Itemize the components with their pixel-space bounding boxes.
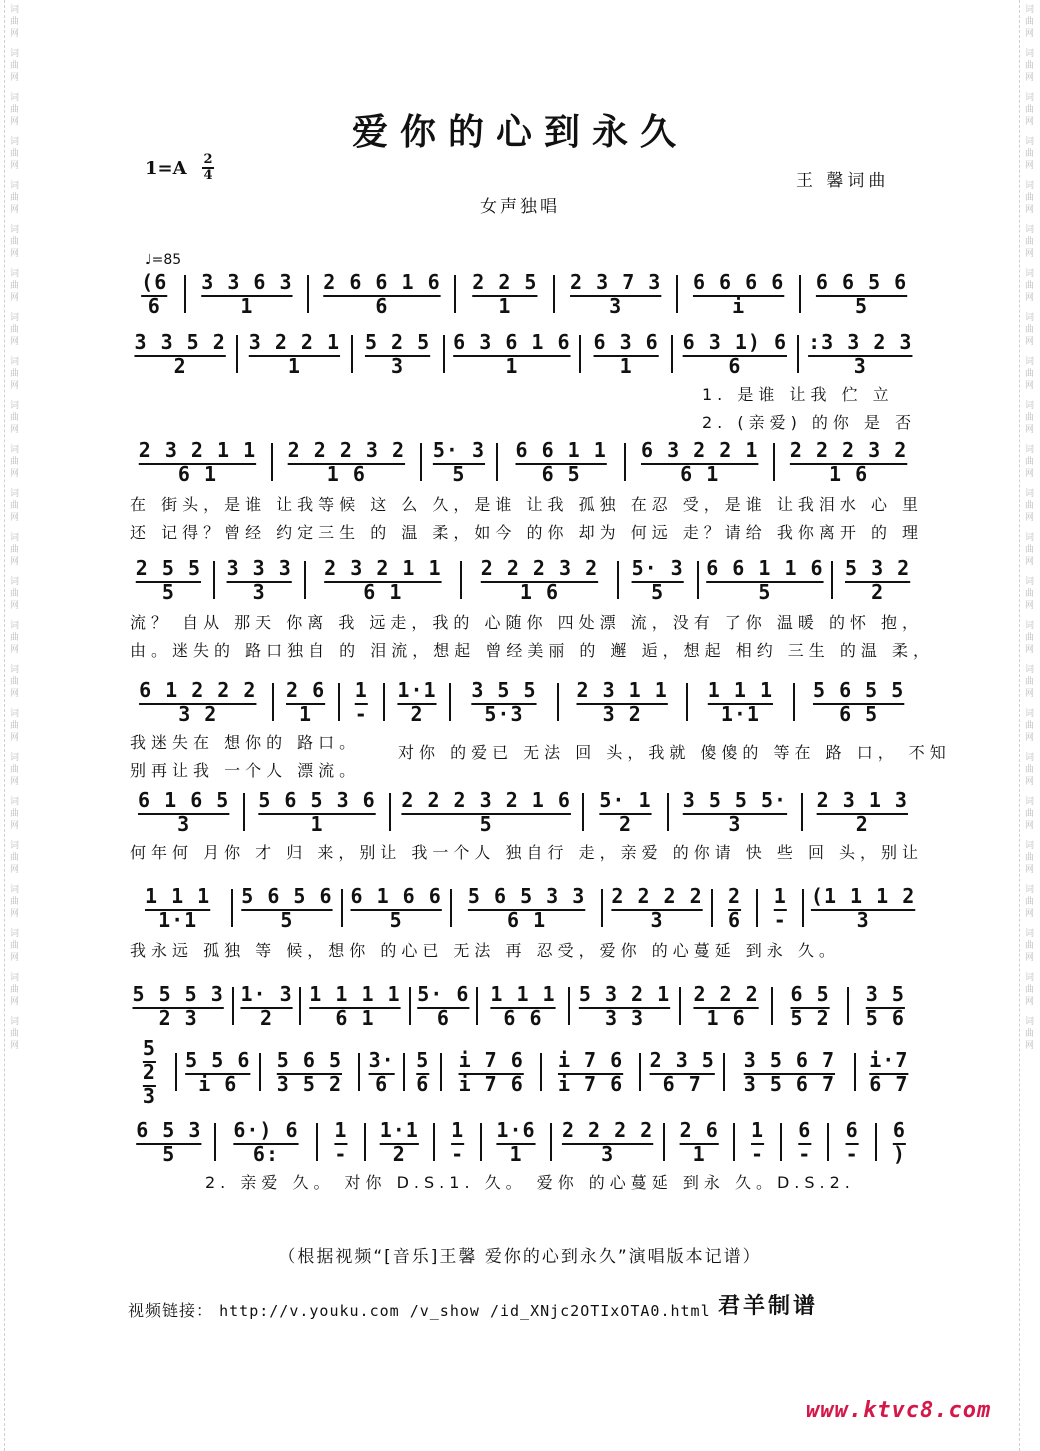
measure: 5 5 6 i 6: [185, 1048, 251, 1096]
barline: [236, 335, 238, 373]
side-watermark: 词曲网: [8, 576, 18, 612]
measure: 5· 1 2: [599, 788, 652, 836]
meter-bottom: 4: [203, 168, 213, 183]
side-watermark: 词曲网: [8, 268, 18, 304]
measure: (6 6: [141, 270, 168, 318]
performance-style: 女声独唱: [480, 197, 560, 217]
notation-line: [130, 440, 916, 484]
barline: [793, 683, 795, 721]
barline: [802, 889, 804, 927]
measure: 3 3 3 3: [226, 556, 292, 604]
barline: [756, 889, 758, 927]
measure: 1 1 1 1 6 1: [309, 982, 401, 1030]
key-signature: 1=A: [145, 158, 187, 179]
barline: [272, 683, 274, 721]
measure: 2 2 2 3 2 1 6: [789, 438, 908, 486]
tempo-marking: ♩=85: [145, 252, 182, 268]
measure: i 7 6 i 7 6: [557, 1048, 624, 1096]
measure: 1·6 1: [496, 1118, 536, 1166]
measure: 5 6 5 6 5: [241, 884, 333, 932]
measure: 1·1 2: [397, 678, 437, 726]
measure: 1 -: [773, 884, 787, 932]
measure: 1 1 1 6 6: [490, 982, 556, 1030]
side-watermark: 词曲网: [1023, 796, 1033, 832]
side-watermark: 词曲网: [8, 224, 18, 260]
notation-line: [130, 272, 916, 316]
side-watermark: 词曲网: [8, 180, 18, 216]
lyric-line: 2. 亲爱 久。 对你 D.S.1. 久。 爱你 的心蔓延 到永 久。D.S.2.: [205, 1173, 855, 1192]
notation-line: [130, 984, 916, 1028]
measure: 3 5 5 5·3: [471, 678, 537, 726]
side-watermark: 词曲网: [8, 972, 18, 1008]
side-watermark: 词曲网: [1023, 928, 1033, 964]
side-watermark: 词曲网: [1023, 4, 1033, 40]
measure: 2 3 1 3 2: [816, 788, 908, 836]
lyric-line: 在 街头，是谁 让我等候 这 么 久，是谁 让我 孤独 在忍 受，是谁 让我泪水 心 里: [130, 495, 924, 514]
measure: 6 5 3 5: [136, 1118, 202, 1166]
barline: [232, 987, 234, 1025]
measure: 3 3 6 3 1: [201, 270, 293, 318]
composer-credit: 王 馨词曲: [796, 171, 890, 191]
side-watermark: 词曲网: [8, 48, 18, 84]
measure: (1 1 1 2 3: [810, 884, 916, 932]
measure: 5 2 3: [142, 1036, 156, 1108]
lyric-line: 何年何 月你 才 归 来，别让 我一个人 独自行 走，亲爱 的你请 快 些 回 头，别让: [130, 843, 924, 862]
measure: :3 3 2 3 3: [808, 330, 913, 378]
measure: 6 3 6 1: [593, 330, 659, 378]
notation-line: [130, 1120, 916, 1164]
measure: 6 ): [892, 1118, 906, 1166]
barline: [847, 987, 849, 1025]
side-watermark: 词曲网: [8, 532, 18, 568]
barline: [663, 1123, 665, 1161]
barline: [403, 1053, 405, 1091]
measure: 5 5 5 3 2 3: [132, 982, 224, 1030]
measure: 6 -: [798, 1118, 812, 1166]
barline: [875, 1123, 877, 1161]
barline: [480, 1123, 482, 1161]
measure: i 7 6 i 7 6: [458, 1048, 524, 1096]
measure: 6 1 6 6 5: [350, 884, 442, 932]
measure: 5· 3 5: [631, 556, 684, 604]
side-watermark: 词曲网: [1023, 532, 1033, 568]
barline: [676, 275, 678, 313]
barline: [771, 987, 773, 1025]
side-watermark: 词曲网: [1023, 708, 1033, 744]
measure: 2 6 6 1 6 6: [323, 270, 441, 318]
barline: [540, 1053, 542, 1091]
side-watermark: 词曲网: [8, 92, 18, 128]
barline: [420, 443, 422, 481]
barline: [338, 683, 340, 721]
barline: [550, 1123, 552, 1161]
barline: [827, 1123, 829, 1161]
measure: 2 3 7 3 3: [570, 270, 662, 318]
notation-line: [130, 790, 916, 834]
measure: 5 6 5 3 5 2: [276, 1048, 343, 1096]
side-watermark: 词曲网: [1023, 180, 1033, 216]
barline: [449, 683, 451, 721]
barline: [364, 1123, 366, 1161]
measure: 5 6 5 3 6 1: [258, 788, 376, 836]
barline: [639, 1053, 641, 1091]
barline: [553, 275, 555, 313]
barline: [243, 793, 245, 831]
lyric-line: 我迷失在 想你的 路口。: [130, 733, 361, 752]
side-watermark: 词曲网: [1023, 444, 1033, 480]
barline: [557, 683, 559, 721]
measure: 2 2 2 1 6: [693, 982, 759, 1030]
measure: 1 1 1 1·1: [145, 884, 211, 932]
right-watermark-strip: [1019, 0, 1036, 1451]
barline: [831, 561, 833, 599]
barline: [454, 275, 456, 313]
side-watermark: 词曲网: [1023, 92, 1033, 128]
notation-line: [130, 558, 916, 602]
measure: 5 6 5 5 6 5: [812, 678, 905, 726]
video-link-row: [128, 1298, 711, 1321]
measure: 1·1 2: [379, 1118, 419, 1166]
lyric-line: 我永远 孤独 等 候，想你 的心已 无法 再 忍受，爱你 的心蔓延 到永 久。: [130, 941, 840, 960]
barline: [624, 443, 626, 481]
side-watermark: 词曲网: [8, 928, 18, 964]
measure: 2 2 5 1: [472, 270, 538, 318]
measure: 3 5 5 6: [865, 982, 905, 1030]
meter-top: 2: [203, 152, 213, 167]
side-watermark: 词曲网: [1023, 400, 1033, 436]
barline: [579, 335, 581, 373]
barline: [351, 335, 353, 373]
measure: 3 2 2 1 1: [248, 330, 341, 378]
notation-line: [130, 1036, 916, 1108]
measure: 2 6: [728, 884, 742, 932]
barline: [780, 1123, 782, 1161]
lyric-line: 还 记得？曾经 约定三生 的 温 柔，如今 的你 却为 何远 走？请给 我你离开 的 理: [130, 523, 924, 542]
barline: [801, 793, 803, 831]
notation-line: [130, 680, 916, 724]
barline: [797, 335, 799, 373]
measure: 2 6 1: [679, 1118, 719, 1166]
side-watermark: 词曲网: [1023, 224, 1033, 260]
barline: [316, 1123, 318, 1161]
measure: 3· 6: [368, 1048, 395, 1096]
barline: [711, 889, 713, 927]
barline: [433, 1123, 435, 1161]
arranger-signature: 君羊制谱: [718, 1293, 819, 1319]
barline: [299, 987, 301, 1025]
left-watermark-strip: [4, 0, 21, 1451]
measure: 5 6 5 3 3 6 1: [467, 884, 586, 932]
measure: 1· 3 2: [240, 982, 293, 1030]
measure: i·7 6 7: [869, 1048, 909, 1096]
lyric-line: 2. (亲爱) 的你 是 否: [702, 413, 917, 432]
barline: [184, 275, 186, 313]
side-watermark: 词曲网: [1023, 488, 1033, 524]
lyric-line: 别再让我 一个人 漂流。: [130, 761, 361, 780]
barline: [358, 1053, 360, 1091]
measure: 2 3 2 1 1 6 1: [324, 556, 442, 604]
side-watermark: 词曲网: [8, 4, 18, 40]
barline: [799, 275, 801, 313]
barline: [389, 793, 391, 831]
measure: 5 6: [416, 1048, 430, 1096]
side-watermark: 词曲网: [1023, 268, 1033, 304]
measure: 3 5 6 7 3 5 6 7: [743, 1048, 836, 1096]
measure: 2 5 5 5: [135, 556, 201, 604]
barline: [175, 1053, 177, 1091]
video-link-label: 视频链接：: [128, 1301, 214, 1320]
barline: [733, 1123, 735, 1161]
barline: [697, 561, 699, 599]
barline: [476, 987, 478, 1025]
measure: 6 6 5 6 5: [815, 270, 908, 318]
measure: 6 3 6 1 6 1: [453, 330, 571, 378]
side-watermark: 词曲网: [1023, 312, 1033, 348]
song-title: 爱你的心到永久: [351, 111, 688, 153]
measure: 6 3 1) 6 6: [682, 330, 787, 378]
barline: [601, 889, 603, 927]
measure: 6 6 1 1 6 5: [706, 556, 824, 604]
barline: [271, 443, 273, 481]
side-watermark: 词曲网: [1023, 136, 1033, 172]
side-watermark: 词曲网: [1023, 840, 1033, 876]
side-watermark: 词曲网: [1023, 1016, 1033, 1052]
barline: [383, 683, 385, 721]
site-watermark-logo[interactable]: www.ktvc8.com: [806, 1398, 992, 1423]
side-watermark: 词曲网: [8, 796, 18, 832]
barline: [667, 793, 669, 831]
measure: 2 3 5 6 7: [649, 1048, 715, 1096]
measure: 5· 6 6: [417, 982, 470, 1030]
measure: 2 2 2 3 2 1 6: [287, 438, 406, 486]
measure: 3 3 5 2 2: [134, 330, 226, 378]
side-watermark: 词曲网: [8, 356, 18, 392]
barline: [304, 561, 306, 599]
side-watermark: 词曲网: [8, 444, 18, 480]
measure: 2 2 2 2 3: [611, 884, 703, 932]
side-watermark: 词曲网: [1023, 884, 1033, 920]
side-watermark: 词曲网: [8, 1016, 18, 1052]
transcription-source-note: （根据视频“[音乐]王馨 爱你的心到永久”演唱版本记谱）: [278, 1247, 762, 1267]
barline: [440, 1053, 442, 1091]
side-watermark: 词曲网: [1023, 664, 1033, 700]
side-watermark: 词曲网: [1023, 752, 1033, 788]
barline: [773, 443, 775, 481]
barline: [213, 561, 215, 599]
barline: [409, 987, 411, 1025]
barline: [568, 987, 570, 1025]
measure: 3 5 5 5· 3: [682, 788, 788, 836]
measure: 6 1 6 5 3: [138, 788, 230, 836]
measure: 2 2 2 3 2 1 6 5: [401, 788, 571, 836]
barline: [443, 335, 445, 373]
side-watermark: 词曲网: [1023, 48, 1033, 84]
side-watermark: 词曲网: [8, 400, 18, 436]
lyric-line: 对你 的爱已 无法 回 头，我就 傻傻的 等在 路 口， 不知: [398, 743, 951, 762]
barline: [723, 1053, 725, 1091]
side-watermark: 词曲网: [8, 708, 18, 744]
measure: 6 -: [845, 1118, 859, 1166]
measure: 1 -: [354, 678, 368, 726]
side-watermark: 词曲网: [1023, 576, 1033, 612]
measure: 5 3 2 2: [845, 556, 911, 604]
barline: [582, 793, 584, 831]
time-signature: [202, 153, 214, 183]
side-watermark: 词曲网: [8, 752, 18, 788]
measure: 6 1 2 2 2 3 2: [139, 678, 257, 726]
video-link-url[interactable]: http://v.youku.com /v_show /id_XNjc2OTIxOTA0.html: [219, 1302, 711, 1320]
measure: 6 5 5 2: [790, 982, 830, 1030]
side-watermark: 词曲网: [1023, 356, 1033, 392]
measure: 2 2 2 2 3: [561, 1118, 654, 1166]
side-watermark: 词曲网: [8, 488, 18, 524]
side-watermark: 词曲网: [1023, 620, 1033, 656]
side-watermark: 词曲网: [8, 884, 18, 920]
measure: 1 -: [751, 1118, 765, 1166]
barline: [671, 335, 673, 373]
lyric-line: 由。迷失的 路口独自 的 泪流，想起 曾经美丽 的 邂 逅，想起 相约 三生 的温 柔，: [130, 641, 934, 660]
measure: 6 3 2 2 1 6 1: [640, 438, 759, 486]
side-watermark: 词曲网: [8, 312, 18, 348]
barline: [307, 275, 309, 313]
barline: [341, 889, 343, 927]
measure: 1 1 1 1·1: [707, 678, 774, 726]
side-watermark: 词曲网: [8, 620, 18, 656]
side-watermark: 词曲网: [1023, 972, 1033, 1008]
notation-line: [130, 886, 916, 930]
lyric-line: 流？ 自从 那天 你离 我 远走，我的 心随你 四处漂 流，没有 了你 温暖 的怀 抱，: [130, 613, 924, 632]
measure: 2 3 2 1 1 6 1: [138, 438, 257, 486]
measure: 1 -: [451, 1118, 465, 1166]
barline: [460, 561, 462, 599]
measure: 5 3 2 1 3 3: [578, 982, 671, 1030]
barline: [617, 561, 619, 599]
side-watermark: 词曲网: [8, 664, 18, 700]
barline: [214, 1123, 216, 1161]
barline: [231, 889, 233, 927]
measure: 6 6 6 6 i: [692, 270, 785, 318]
barline: [679, 987, 681, 1025]
barline: [259, 1053, 261, 1091]
measure: 2 3 1 1 3 2: [576, 678, 668, 726]
barline: [450, 889, 452, 927]
notation-line: [130, 332, 916, 376]
measure: 1 -: [334, 1118, 348, 1166]
measure: 6·) 6 6:: [233, 1118, 299, 1166]
measure: 5· 3 5: [432, 438, 486, 486]
barline: [686, 683, 688, 721]
measure: 2 2 2 3 2 1 6: [480, 556, 599, 604]
side-watermark: 词曲网: [8, 136, 18, 172]
barline: [854, 1053, 856, 1091]
measure: 5 2 5 3: [364, 330, 431, 378]
measure: 2 6 1: [286, 678, 326, 726]
barline: [496, 443, 498, 481]
side-watermark: 词曲网: [8, 840, 18, 876]
measure: 6 6 1 1 6 5: [515, 438, 607, 486]
lyric-line: 1. 是谁 让我 伫 立: [702, 385, 894, 404]
